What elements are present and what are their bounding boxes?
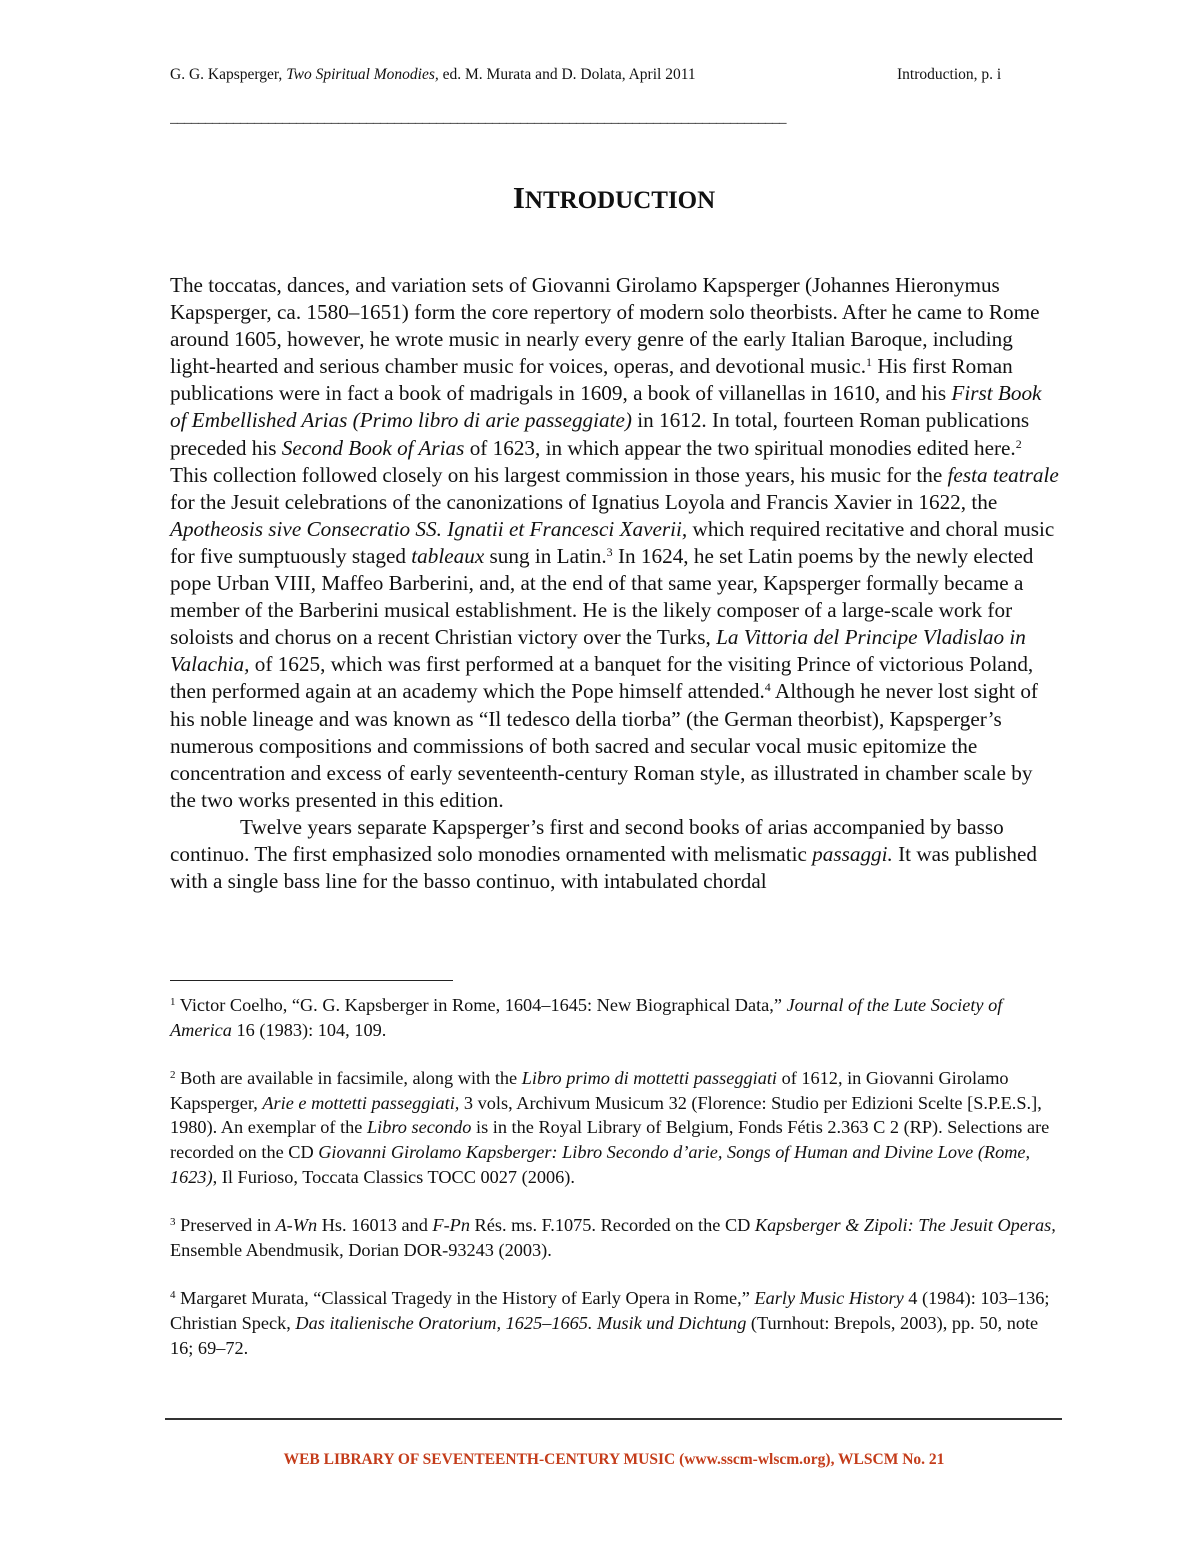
text-run: This collection followed closely on his largest commission in those years, his music for the — [170, 462, 948, 487]
running-header-left — [170, 64, 696, 86]
footnote-number: 4 — [170, 1289, 176, 1302]
footnote-ref-2[interactable]: 2 — [1015, 436, 1022, 451]
text-run: Margaret Murata, “Classical Tragedy in the History of Early Opera in Rome,” — [175, 1288, 755, 1309]
footnote-number: 3 — [170, 1216, 176, 1229]
italic-title: Libro secondo — [366, 1117, 472, 1138]
italic-title: Second Book of Arias — [281, 435, 465, 460]
footnote-number: 2 — [170, 1069, 176, 1082]
header-divider: ________________________________________________________________________________________ — [170, 110, 786, 126]
text-run: Ensemble Abendmusik, Dorian DOR-93243 (2003). — [170, 1239, 552, 1260]
text-run: , Il Furioso, Toccata Classics TOCC 0027 (2006). — [212, 1166, 575, 1187]
text-run: for the Jesuit celebrations of the canonizations of Ignatius Loyola and Francis Xavier in 1622, the — [170, 489, 998, 514]
italic-siglum: A-Wn — [275, 1215, 318, 1236]
text-run: The toccatas, dances, and variation sets of Giovanni Girolamo Kapsperger (Johannes Hieronymus Kapsperger, ca. 1580–1651) form the core repertory of modern solo theorbists. After he came to Rome around 1605, however, he wrote music in nearly every genre of the early Italian Baroque, including light-hearted and serious chamber music for voices, operas, and devotional music. — [170, 273, 1040, 379]
running-header-page-number: Introduction, p. i — [897, 66, 1002, 83]
footnote-separator — [170, 980, 453, 981]
text-run: of 1623, in which appear the two spiritual monodies edited here. — [464, 435, 1016, 460]
text-run: Rés. ms. F.1075. Recorded on the CD — [469, 1215, 755, 1236]
footnote-4 — [170, 1286, 1062, 1360]
text-run: (Turnhout: Brepols, 2003), pp. 50, note 16; 69–72. — [170, 1312, 1039, 1358]
italic-title: La Vittoria del Principe Vladislao in Valachia, — [170, 625, 1026, 677]
body-text — [170, 272, 1062, 895]
italic-title: Early Music History — [754, 1288, 904, 1309]
text-run: of 1625, which was first performed at a banquet for the visiting Prince of victorious Poland, then performed again at an academy which the Pope himself attended. — [170, 652, 1034, 704]
text-run: Hs. 16013 and — [317, 1215, 433, 1236]
text-run: Although he never lost sight of his noble lineage and was known as “Il tedesco della tiorba” (the German theorbist), Kapsperger’s numerous compositions and commissions of both sacred and secular vocal music epitomize the concentration and excess of early seventeenth-century Roman style, as illustrated in chamber scale by the two works presented in this edition. — [170, 679, 1038, 812]
paragraph-2 — [170, 814, 1062, 895]
italic-title: Arie e mottetti passeggiati, — [262, 1092, 460, 1113]
text-run: In 1624, he set Latin poems by the newly elected pope Urban VIII, Maffeo Barberini, and, at the end of that same year, Kapsperger formally became a member of the Barberini musical establishment. He is the likely composer of a large-scale work for soloists and chorus on a recent Christian victory over the Turks, — [170, 543, 1034, 650]
footnote-ref-3[interactable]: 3 — [606, 544, 613, 559]
text-run: Both are available in facsimile, along with the — [175, 1068, 522, 1089]
italic-title: Libro primo di mottetti passeggiati — [521, 1068, 778, 1089]
italic-title: Journal of the Lute Society of America — [170, 995, 1003, 1040]
title-initial: I — [512, 180, 525, 215]
text-run: His first Roman publications were in fact a book of madrigals in 1609, a book of villanellas in 1610, and his — [170, 354, 1013, 406]
footer-divider — [165, 1418, 1062, 1420]
text-run: is in the Royal Library of Belgium, Fonds Fétis 2.363 C 2 (RP). Selections are recorded on the CD — [170, 1117, 1050, 1162]
header-edition-title: Two Spiritual Monodies, — [286, 66, 439, 83]
text-run: of 1612, in Giovanni Girolamo Kapsperger, — [170, 1068, 1009, 1113]
footnotes — [170, 993, 1062, 1384]
italic-title: Kapsberger & Zipoli: The Jesuit Operas, — [754, 1215, 1056, 1236]
footnote-2 — [170, 1066, 1062, 1189]
text-run: Twelve years separate Kapsperger’s first and second books of arias accompanied by basso continuo. The first emphasized solo monodies ornamented with melismatic — [170, 814, 1004, 866]
text-run: 16 (1983): 104, 109. — [231, 1019, 387, 1040]
header-editors-date: ed. M. Murata and D. Dolata, April 2011 — [438, 66, 696, 83]
page-title — [0, 180, 1200, 219]
italic-term: festa teatrale — [947, 462, 1059, 487]
text-run: sung in Latin. — [484, 543, 607, 568]
italic-term: tableaux — [411, 543, 485, 568]
text-run: Victor Coelho, “G. G. Kapsberger in Rome, 1604–1645: New Biographical Data,” — [175, 995, 787, 1015]
footnote-ref-4[interactable]: 4 — [764, 680, 771, 695]
italic-title: Das italienische Oratorium, 1625–1665. Musik und Dichtung — [295, 1312, 747, 1333]
italic-title: Apotheosis sive Consecratio SS. Ignatii et Francesci Xaverii, — [170, 516, 688, 541]
footnote-1 — [170, 993, 1062, 1042]
text-run: 4 (1984): 103–136; Christian Speck, — [170, 1288, 1050, 1333]
italic-title: Giovanni Girolamo Kapsberger: Libro Secondo d’arie, Songs of Human and Divine Love (Rome, 1623) — [170, 1141, 1031, 1187]
italic-term: passaggi. — [812, 841, 893, 866]
text-run: which required recitative and choral music for five sumptuously staged — [170, 516, 1055, 568]
text-run: in 1612. In total, fourteen Roman publications preceded his — [170, 408, 1030, 460]
italic-siglum: F-Pn — [432, 1215, 470, 1236]
footnote-3 — [170, 1213, 1062, 1262]
italic-title: First Book of Embellished Arias (Primo libro di arie passeggiate) — [170, 381, 1042, 433]
title-rest: NTRODUCTION — [524, 187, 716, 214]
text-run: It was published with a single bass line for the basso continuo, with intabulated chordal — [170, 841, 1038, 894]
text-run: 3 vols, Archivum Musicum 32 (Florence: Studio per Edizioni Scelte [S.P.E.S.], 1980). An exemplar of the — [170, 1092, 1042, 1138]
text-run: Preserved in — [175, 1215, 276, 1236]
paragraph-1 — [170, 272, 1062, 814]
footnote-ref-1[interactable]: 1 — [866, 355, 873, 370]
footer-text: WEB LIBRARY OF SEVENTEENTH-CENTURY MUSIC (www.sscm-wlscm.org), WLSCM No. 21 — [283, 1451, 945, 1468]
footnote-number: 1 — [170, 996, 176, 1008]
header-author: G. G. Kapsperger, — [170, 66, 287, 83]
